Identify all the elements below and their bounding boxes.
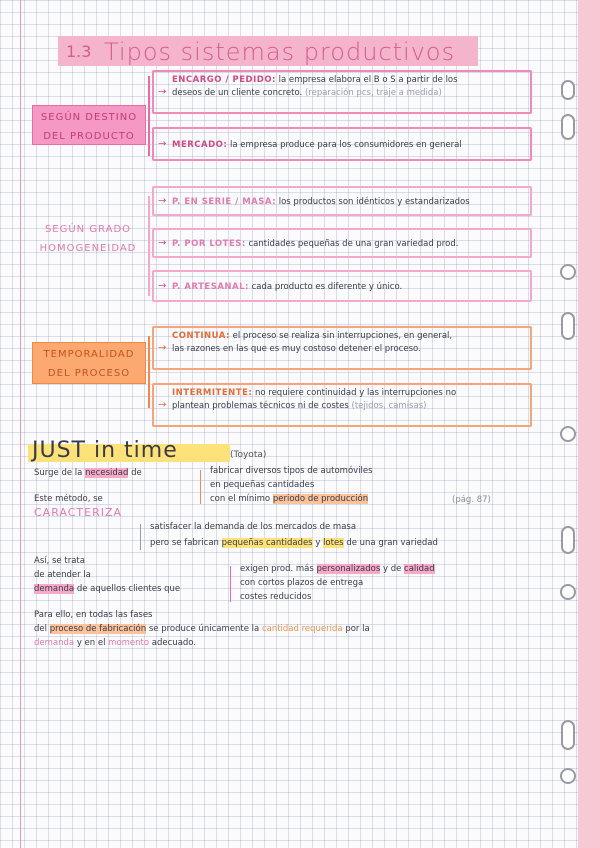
text: pero se fabrican (150, 538, 219, 548)
item-continua (152, 326, 532, 370)
text: del (34, 624, 47, 634)
text: de una gran variedad (346, 538, 438, 548)
exig-line: costes reducidos (240, 592, 312, 602)
highlight-text: lotes (323, 538, 344, 548)
need-line: en pequeñas cantidades (210, 480, 315, 490)
item-text: no requiere continuidad y las interrupciones no (254, 388, 457, 398)
arrow-icon: → (158, 342, 167, 354)
car-line: satisfacer la demanda de los mercados de masa (150, 522, 357, 532)
category-homogeneidad (32, 218, 144, 256)
page-reference: (pág. 87) (452, 495, 491, 505)
binder-hole (561, 80, 575, 100)
demanda-line (34, 584, 180, 594)
item-note: (reparación pcs, traje a medida) (304, 88, 442, 98)
para-line: Para ello, en todas las fases (34, 610, 153, 620)
jit-metodo: Este método, se (34, 494, 103, 504)
arrow-icon: → (158, 195, 167, 207)
section-number: 1.3 (66, 42, 92, 61)
need-line: fabricar diversos tipos de automóviles (210, 466, 373, 476)
item-label: INTERMITENTE: (172, 388, 253, 398)
text: Surge de la (34, 468, 83, 478)
item-label: CONTINUA: (172, 331, 230, 341)
highlight-text: necesidad (85, 468, 129, 478)
jit-subtitle: (Toyota) (230, 450, 267, 460)
arrow-icon: → (158, 280, 167, 292)
car-line (150, 538, 438, 548)
item-mercado (152, 127, 532, 161)
highlight-text: pequeñas cantidades (221, 538, 313, 548)
item-text: el proceso se realiza sin interrupciones, en general, (232, 331, 453, 341)
highlight-text: personalizados (316, 564, 381, 574)
item-text: la empresa elabora el B o S a partir de los (278, 75, 458, 85)
bracket (230, 566, 231, 602)
text: y en el (76, 638, 106, 648)
item-label: ENCARGO / PEDIDO: (172, 75, 276, 85)
item-serie (152, 186, 532, 216)
item-text: las razones en las que es muy costoso detener el proceso. (172, 344, 421, 354)
margin-line (20, 0, 21, 848)
binder-hole (560, 768, 576, 784)
caracteriza-label: CARACTERIZA (34, 506, 123, 519)
asi-line: Así, se trata (34, 556, 85, 566)
highlight-text: demanda (34, 638, 75, 648)
bracket (148, 76, 150, 156)
item-label: P. POR LOTES: (172, 239, 246, 249)
atender-line: de atender la (34, 570, 91, 580)
binder-hole (561, 526, 575, 554)
text: exigen prod. más (240, 564, 314, 574)
item-label: MERCADO: (172, 140, 228, 150)
category-temporalidad (32, 342, 146, 384)
binder-hole (560, 426, 576, 442)
binder-strip (578, 0, 600, 848)
arrow-icon: → (158, 399, 167, 411)
need-line (210, 494, 368, 504)
text: y (315, 538, 321, 548)
category-line: DEL PRODUCTO (43, 131, 135, 142)
final-line (34, 638, 196, 648)
highlight-text: periodo de producción (272, 494, 369, 504)
category-line: DEL PROCESO (47, 368, 131, 379)
text: se produce únicamente la (148, 624, 260, 634)
binder-hole (561, 720, 575, 750)
category-line: SEGÚN GRADO (44, 224, 132, 235)
highlight-text: demanda (34, 584, 75, 594)
category-line: SEGÚN DESTINO (40, 112, 138, 123)
arrow-icon: → (158, 237, 167, 249)
exig-line: con cortos plazos de entrega (240, 578, 364, 588)
category-line: HOMOGENEIDAD (39, 243, 137, 254)
item-intermitente (152, 383, 532, 427)
binder-hole (561, 114, 575, 140)
jit-title: JUST in time (32, 438, 178, 463)
text: de aquellos clientes que (76, 584, 181, 594)
highlight-text: calidad (404, 564, 435, 574)
item-label: P. ARTESANAL: (172, 282, 249, 292)
final-line (34, 624, 370, 634)
binder-hole (560, 584, 576, 600)
binder-hole (560, 264, 576, 280)
item-text: deseos de un cliente concreto. (172, 88, 303, 98)
item-label: P. EN SERIE / MASA: (172, 197, 276, 207)
item-text: la empresa produce para los consumidores en general (230, 140, 462, 150)
item-text: cada producto es diferente y único. (251, 282, 403, 292)
item-lotes (152, 228, 532, 258)
arrow-icon: → (158, 138, 167, 150)
binder-hole (561, 312, 575, 340)
category-line: TEMPORALIDAD (43, 349, 135, 360)
text: adecuado. (151, 638, 197, 648)
item-text: cantidades pequeñas de una gran variedad prod. (248, 239, 459, 249)
text: de (131, 468, 142, 478)
bracket (148, 336, 150, 408)
text: con el mínimo (210, 494, 271, 504)
bracket (148, 196, 150, 296)
text: por la (345, 624, 370, 634)
item-encargo (152, 70, 532, 114)
text: y de (382, 564, 402, 574)
highlight-text: cantidad requerida (261, 624, 343, 634)
highlight-text: proceso de fabricación (49, 624, 147, 634)
category-destino (32, 105, 146, 145)
item-artesanal (152, 270, 532, 302)
bracket (140, 524, 141, 550)
highlight-text: momento (108, 638, 150, 648)
page-title: Tipos sistemas productivos (104, 38, 456, 66)
item-note: (tejidos, camisas) (351, 401, 427, 411)
item-text: plantean problemas técnicos ni de costes (172, 401, 349, 411)
jit-surge (34, 468, 142, 478)
exig-line (240, 564, 435, 574)
bracket (200, 470, 201, 504)
arrow-icon: → (158, 86, 167, 98)
item-text: los productos son idénticos y estandarizados (278, 197, 470, 207)
